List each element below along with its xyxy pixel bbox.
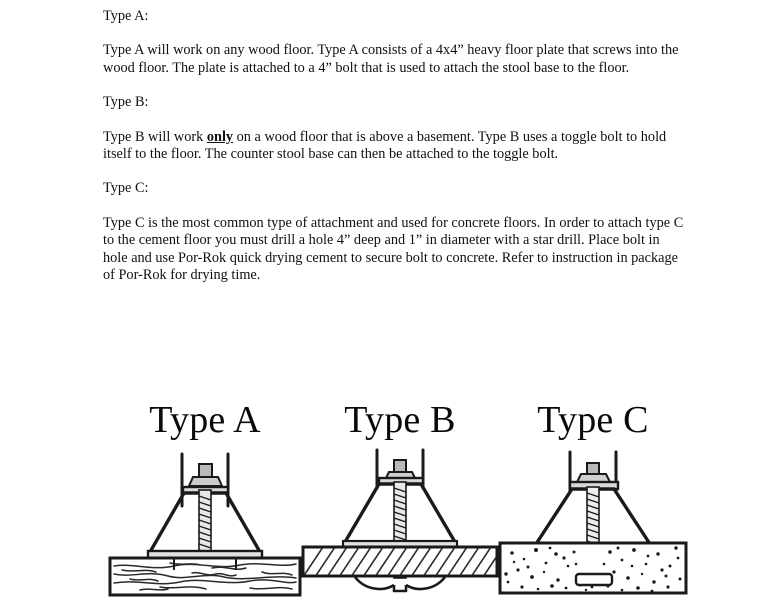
diagram-type-b — [295, 446, 505, 606]
diagram-type-c — [488, 446, 698, 606]
section-heading-type-c: Type C: — [103, 180, 149, 197]
figure-type-a — [100, 398, 310, 610]
section-body-type-b-part2: on a wood floor that is above a basement. Type B uses a toggle bolt to hold itself to the floor. The counter stool base can then be attached to the toggle bolt. — [103, 128, 667, 163]
bolt-nut-assembly — [577, 463, 610, 482]
toggle-wings — [355, 577, 445, 591]
emphasis-only-word: only — [206, 128, 234, 145]
figure-title-type-a: Type A — [149, 399, 261, 441]
section-body-type-b-part1: Type B will work — [103, 128, 207, 145]
section-body-type-c: Type C is the most common type of attachment and used for concrete floors. In order to attach type C to the cement floor you must drill a hole 4” deep and 1” in diameter with a star drill. Place bolt in hole and use Por-Rok quick drying cement to secure bolt to concrete. Refer to instruction in package of Por-Rok for drying time. — [103, 214, 684, 284]
figure-row — [0, 398, 770, 610]
section-body-type-a: Type A will work on any wood floor. Type A consists of a 4x4” heavy floor plate that screws into the wood floor. The plate is attached to a 4” bolt that is used to attach the stool base to the floor. — [103, 42, 679, 76]
figure-type-b — [295, 398, 505, 610]
figure-type-c — [488, 398, 698, 610]
document-text-body — [103, 8, 685, 301]
bolt-nut-assembly — [189, 464, 222, 486]
figure-title-type-c: Type C — [537, 399, 649, 441]
figure-title-type-b: Type B — [344, 399, 456, 441]
bolt-nut-assembly — [386, 460, 415, 478]
anchor-plate — [576, 574, 612, 585]
section-body-type-b — [103, 129, 685, 164]
bolt-shaft — [199, 490, 211, 558]
section-heading-type-a: Type A: — [103, 8, 149, 24]
hatched-floor-section — [301, 544, 505, 580]
section-heading-type-b: Type B: — [103, 94, 149, 111]
diagram-type-a — [100, 446, 310, 606]
